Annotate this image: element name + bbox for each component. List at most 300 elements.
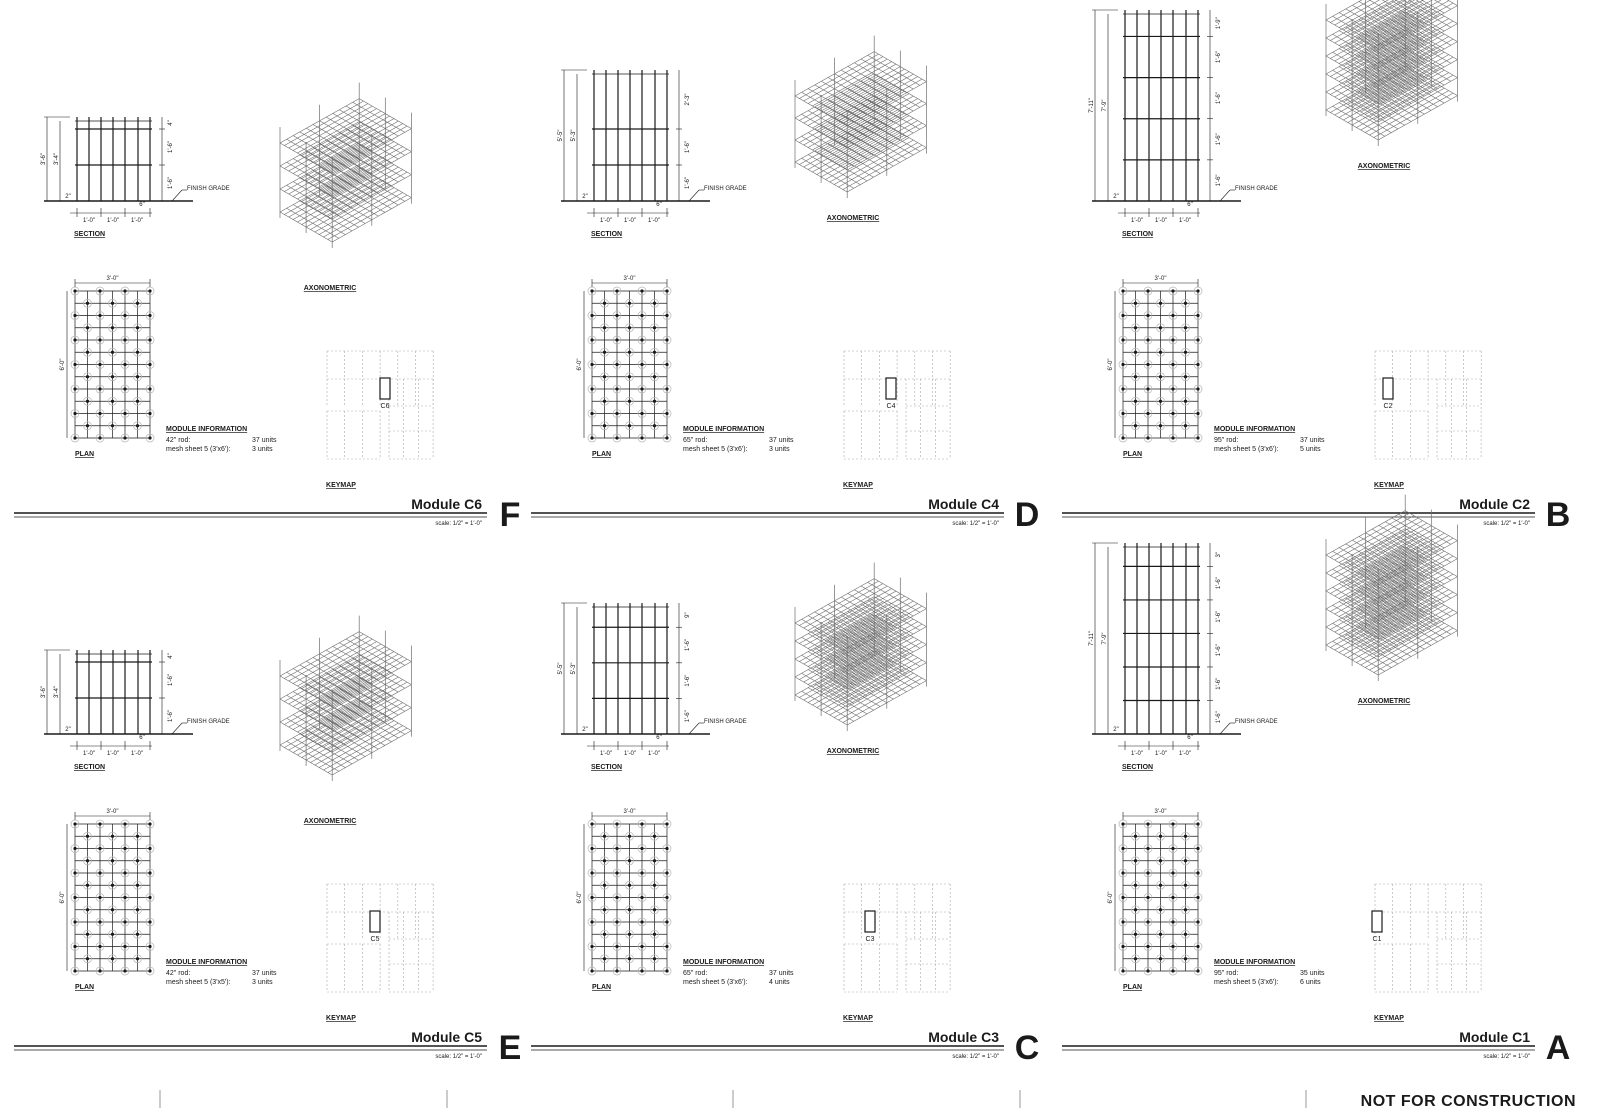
offset-dimension: 2" — [582, 727, 588, 733]
rod-units: 35 units — [1300, 970, 1325, 977]
mesh-wire — [284, 101, 363, 145]
section-label: SECTION — [74, 764, 106, 771]
section-drawing — [41, 117, 230, 238]
scale-note: scale: 1/2" = 1'-0" — [1483, 1054, 1530, 1060]
rod-dot — [665, 436, 668, 439]
plan-width-dimension: 3'-0" — [623, 809, 636, 815]
rod-dot — [1159, 351, 1162, 354]
mesh-units: 3 units — [252, 446, 273, 453]
rod-dot — [1121, 436, 1124, 439]
section-label: SECTION — [591, 231, 623, 238]
bay-dimension: 1'-0" — [83, 751, 95, 757]
segment-dimension: 9" — [685, 612, 691, 618]
rod-dot — [1121, 871, 1124, 874]
rod-dot — [123, 412, 126, 415]
plan-label: PLAN — [592, 984, 612, 991]
rod-dot — [1184, 957, 1187, 960]
overall-height-dimension: 7'-11" — [1089, 631, 1095, 646]
module-information — [166, 426, 277, 453]
segment-dimension: 1'-6" — [1216, 577, 1222, 590]
rod-height-dimension: 5'-3" — [571, 662, 577, 675]
mesh-wire — [284, 634, 363, 678]
rod-dot — [1146, 920, 1149, 923]
plan-drawing — [577, 276, 671, 458]
rod-dot — [590, 945, 593, 948]
rod-dot — [1146, 436, 1149, 439]
finish-grade-label: FINISH GRADE — [1235, 719, 1278, 725]
rod-dot — [628, 884, 631, 887]
rod-dot — [148, 871, 151, 874]
rod-dot — [1196, 969, 1199, 972]
segment-dimension: 1'-6" — [1216, 711, 1222, 724]
rod-height-dimension: 5'-3" — [571, 129, 577, 142]
rod-dot — [1171, 896, 1174, 899]
mesh-spec: mesh sheet 5 (3'x6'): — [683, 979, 748, 986]
segment-dimension: 1'-6" — [685, 141, 691, 153]
module-info-heading: MODULE INFORMATION — [166, 959, 248, 966]
finish-grade-label: FINISH GRADE — [1235, 186, 1278, 192]
bay-dimension: 1'-0" — [1155, 751, 1167, 757]
rod-dot — [653, 302, 656, 305]
finish-grade-label: FINISH GRADE — [704, 186, 747, 192]
rod-spec: 65" rod: — [683, 437, 708, 444]
title-block — [14, 1029, 521, 1067]
rod-dot — [148, 387, 151, 390]
plan-width-dimension: 3'-0" — [1154, 809, 1167, 815]
leader-line — [172, 190, 182, 201]
rod-dot — [148, 436, 151, 439]
module-panel — [531, 563, 1039, 1067]
module-title: Module C3 — [928, 1029, 999, 1045]
rod-dot — [148, 945, 151, 948]
keymap — [843, 351, 950, 489]
rod-dot — [615, 945, 618, 948]
segment-dimension: 4" — [168, 653, 174, 659]
rod-dot — [628, 326, 631, 329]
segment-dimension: 1'-6" — [1216, 133, 1222, 146]
axonometric-label: AXONOMETRIC — [826, 748, 880, 755]
module-information — [683, 426, 794, 453]
rod-dot — [1134, 375, 1137, 378]
rod-dot — [1196, 387, 1199, 390]
segment-dimension: 1'-6" — [1216, 174, 1222, 187]
not-for-construction-note: NOT FOR CONSTRUCTION — [1360, 1093, 1576, 1110]
rod-dot — [1134, 326, 1137, 329]
finish-grade-label: FINISH GRADE — [704, 719, 747, 725]
rod-dot — [1134, 424, 1137, 427]
axonometric-drawing — [795, 36, 926, 222]
rod-dot — [98, 896, 101, 899]
bay-dimension: 1'-0" — [83, 218, 95, 224]
bay-dimension: 1'-0" — [1131, 218, 1143, 224]
rod-dot — [1196, 289, 1199, 292]
rod-dot — [603, 351, 606, 354]
rod-dot — [603, 933, 606, 936]
segment-dimension: 1'-6" — [168, 141, 174, 153]
rod-dot — [1134, 908, 1137, 911]
section-drawing — [558, 603, 747, 771]
overall-height-dimension: 3'-6" — [41, 153, 47, 165]
rod-dot — [73, 289, 76, 292]
rod-dot — [1146, 289, 1149, 292]
rod-dot — [1196, 871, 1199, 874]
rod-dot — [86, 351, 89, 354]
rod-dot — [1171, 363, 1174, 366]
rod-dot — [640, 338, 643, 341]
rod-dot — [1121, 412, 1124, 415]
rod-dot — [1184, 884, 1187, 887]
rod-dot — [628, 400, 631, 403]
finish-grade-label: FINISH GRADE — [187, 719, 230, 725]
rod-dot — [590, 338, 593, 341]
module-letter: B — [1545, 496, 1571, 534]
axonometric-label: AXONOMETRIC — [303, 818, 357, 825]
rod-dot — [615, 387, 618, 390]
plan-depth-dimension: 6'-0" — [60, 358, 66, 371]
rod-dot — [98, 338, 101, 341]
plan-drawing — [60, 809, 154, 991]
rod-dot — [1171, 387, 1174, 390]
rod-dot — [640, 363, 643, 366]
segment-dimension: 1'-6" — [1216, 644, 1222, 657]
segment-dimension: 1'-6" — [685, 674, 691, 687]
plan-depth-dimension: 6'-0" — [60, 891, 66, 904]
section-label: SECTION — [591, 764, 623, 771]
rod-dot — [98, 387, 101, 390]
rod-dot — [665, 945, 668, 948]
rod-dot — [628, 908, 631, 911]
axonometric-label: AXONOMETRIC — [1357, 698, 1411, 705]
rod-dot — [1146, 896, 1149, 899]
module-info-heading: MODULE INFORMATION — [683, 426, 765, 433]
section-drawing — [1089, 543, 1278, 771]
keymap-module-code: C3 — [865, 936, 875, 943]
rod-dot — [1171, 945, 1174, 948]
rod-dot — [148, 363, 151, 366]
segment-dimension: 1'-6" — [168, 710, 174, 722]
title-block — [531, 1029, 1039, 1067]
rod-dot — [123, 314, 126, 317]
rod-units: 37 units — [1300, 437, 1325, 444]
rod-dot — [1196, 822, 1199, 825]
rod-dot — [653, 859, 656, 862]
rod-dot — [615, 412, 618, 415]
rod-dot — [86, 957, 89, 960]
rod-dot — [590, 387, 593, 390]
leader-line — [1220, 190, 1230, 201]
bay-dimension: 1'-0" — [624, 218, 636, 224]
rod-spec: 42" rod: — [166, 437, 191, 444]
segment-dimension: 1'-6" — [685, 639, 691, 652]
bay-dimension: 1'-0" — [1155, 218, 1167, 224]
bay-dimension: 1'-0" — [131, 751, 143, 757]
rod-dot — [653, 326, 656, 329]
module-information — [1214, 959, 1325, 986]
rod-dot — [1121, 920, 1124, 923]
rod-dot — [86, 835, 89, 838]
rod-dot — [615, 847, 618, 850]
rod-dot — [1171, 822, 1174, 825]
rod-dot — [1184, 302, 1187, 305]
rod-dot — [603, 908, 606, 911]
rod-dot — [111, 835, 114, 838]
segment-dimension: 1'-6" — [1216, 677, 1222, 690]
rod-dot — [1196, 945, 1199, 948]
rod-dot — [136, 884, 139, 887]
module-title: Module C2 — [1459, 496, 1530, 512]
offset-dimension: 6" — [139, 202, 145, 208]
mesh-units: 3 units — [252, 979, 273, 986]
module-panel — [531, 36, 1039, 534]
rod-dot — [640, 871, 643, 874]
rod-dot — [1159, 908, 1162, 911]
keymap-module-code: C2 — [1383, 403, 1393, 410]
rod-dot — [615, 314, 618, 317]
scale-note: scale: 1/2" = 1'-0" — [435, 521, 482, 527]
rod-dot — [1184, 400, 1187, 403]
rod-dot — [111, 351, 114, 354]
rod-dot — [590, 822, 593, 825]
rod-dot — [628, 957, 631, 960]
rod-dot — [628, 424, 631, 427]
scale-note: scale: 1/2" = 1'-0" — [435, 1054, 482, 1060]
axonometric-drawing — [280, 616, 411, 825]
module-information — [1214, 426, 1325, 453]
rod-dot — [615, 338, 618, 341]
plan-drawing — [577, 809, 671, 991]
axonometric-label: AXONOMETRIC — [826, 215, 880, 222]
plan-drawing — [1108, 276, 1202, 458]
rod-dot — [640, 412, 643, 415]
bay-dimension: 1'-0" — [1179, 218, 1191, 224]
rod-dot — [1184, 326, 1187, 329]
rod-dot — [1196, 847, 1199, 850]
rod-dot — [136, 859, 139, 862]
rod-dot — [136, 424, 139, 427]
rod-dot — [615, 289, 618, 292]
rod-dot — [1184, 835, 1187, 838]
rod-dot — [111, 957, 114, 960]
overall-height-dimension: 3'-6" — [41, 686, 47, 698]
segment-dimension: 1'-6" — [685, 710, 691, 723]
rod-dot — [73, 896, 76, 899]
mesh-units: 6 units — [1300, 979, 1321, 986]
rod-units: 37 units — [769, 437, 794, 444]
rod-dot — [136, 957, 139, 960]
rod-dot — [615, 969, 618, 972]
rod-units: 37 units — [252, 970, 277, 977]
rod-dot — [628, 375, 631, 378]
rod-dot — [1171, 412, 1174, 415]
rod-dot — [665, 896, 668, 899]
rod-dot — [73, 969, 76, 972]
bay-dimension: 1'-0" — [1131, 751, 1143, 757]
plan-width-dimension: 3'-0" — [106, 276, 119, 282]
rod-dot — [123, 822, 126, 825]
segment-dimension: 1'-6" — [1216, 51, 1222, 63]
rod-dot — [1121, 314, 1124, 317]
overall-height-dimension: 5'-5" — [558, 662, 564, 675]
module-title: Module C4 — [928, 496, 999, 512]
segment-dimension: 1'-9" — [1216, 17, 1222, 30]
module-information — [166, 959, 277, 986]
module-panel — [1062, 495, 1570, 1067]
axonometric-drawing — [1326, 495, 1457, 705]
rod-dot — [615, 822, 618, 825]
rod-dot — [590, 363, 593, 366]
rod-dot — [73, 436, 76, 439]
rod-dot — [1196, 363, 1199, 366]
rod-dot — [123, 436, 126, 439]
rod-dot — [98, 969, 101, 972]
rod-dot — [98, 871, 101, 874]
title-block — [1062, 1029, 1570, 1067]
rod-height-dimension: 7'-9" — [1102, 632, 1108, 645]
keymap-module-code: C1 — [1372, 936, 1382, 943]
keymap-module-code: C4 — [886, 403, 896, 410]
rod-dot — [1171, 289, 1174, 292]
rod-dot — [1121, 387, 1124, 390]
axonometric-label: AXONOMETRIC — [303, 285, 357, 292]
rod-dot — [1121, 363, 1124, 366]
rod-dot — [148, 314, 151, 317]
leader-line — [689, 723, 699, 734]
rod-dot — [665, 969, 668, 972]
segment-dimension: 1'-6" — [1216, 92, 1222, 105]
mesh-wire — [328, 728, 407, 772]
rod-dot — [615, 436, 618, 439]
bay-dimension: 1'-0" — [131, 218, 143, 224]
rod-dot — [98, 822, 101, 825]
rod-dot — [603, 835, 606, 838]
rod-dot — [590, 289, 593, 292]
bay-dimension: 1'-0" — [648, 751, 660, 757]
module-information — [683, 959, 794, 986]
rod-dot — [73, 387, 76, 390]
rod-dot — [148, 338, 151, 341]
keymap — [326, 884, 433, 1022]
section-drawing — [1089, 10, 1278, 238]
keymap-label: KEYMAP — [843, 1015, 873, 1022]
rod-dot — [665, 847, 668, 850]
rod-dot — [86, 884, 89, 887]
rod-dot — [148, 847, 151, 850]
rod-dot — [590, 920, 593, 923]
rod-dot — [1146, 338, 1149, 341]
rod-dot — [1121, 847, 1124, 850]
rod-dot — [86, 424, 89, 427]
rod-dot — [1159, 375, 1162, 378]
axonometric-drawing — [795, 563, 926, 755]
rod-dot — [603, 400, 606, 403]
finish-grade-label: FINISH GRADE — [187, 186, 230, 192]
rod-dot — [665, 822, 668, 825]
rod-dot — [640, 314, 643, 317]
offset-dimension: 2" — [1113, 727, 1119, 733]
rod-dot — [148, 412, 151, 415]
rod-dot — [603, 859, 606, 862]
module-letter: E — [498, 1029, 522, 1067]
bay-dimension: 1'-0" — [624, 751, 636, 757]
rod-dot — [665, 387, 668, 390]
rod-dot — [73, 847, 76, 850]
rod-dot — [73, 314, 76, 317]
rod-dot — [73, 871, 76, 874]
rod-dot — [590, 871, 593, 874]
rod-dot — [86, 400, 89, 403]
section-drawing — [41, 650, 230, 771]
rod-dot — [148, 920, 151, 923]
rod-dot — [615, 920, 618, 923]
rod-dot — [653, 884, 656, 887]
rod-dot — [1184, 375, 1187, 378]
keymap-label: KEYMAP — [1374, 482, 1404, 489]
module-title: Module C5 — [411, 1029, 482, 1045]
plan-label: PLAN — [1123, 984, 1143, 991]
rod-dot — [1159, 326, 1162, 329]
rod-dot — [640, 822, 643, 825]
rod-dot — [628, 302, 631, 305]
rod-dot — [590, 314, 593, 317]
plan-label: PLAN — [1123, 451, 1143, 458]
bay-dimension: 1'-0" — [107, 751, 119, 757]
rod-dot — [1134, 859, 1137, 862]
leader-line — [1220, 723, 1230, 734]
offset-dimension: 2" — [1113, 194, 1119, 200]
rod-dot — [1134, 835, 1137, 838]
rod-dot — [73, 945, 76, 948]
rod-dot — [640, 945, 643, 948]
module-panel — [14, 616, 521, 1067]
rod-dot — [86, 908, 89, 911]
rod-dot — [1171, 338, 1174, 341]
rod-dot — [603, 326, 606, 329]
rod-dot — [1146, 387, 1149, 390]
rod-dot — [98, 436, 101, 439]
rod-dot — [148, 969, 151, 972]
rod-dot — [590, 847, 593, 850]
keymap-highlight — [865, 911, 875, 932]
segment-dimension: 4" — [168, 120, 174, 126]
rod-dot — [590, 436, 593, 439]
keymap-module-code: C5 — [370, 936, 380, 943]
rod-units: 37 units — [769, 970, 794, 977]
rod-dot — [1159, 835, 1162, 838]
rod-dot — [1134, 933, 1137, 936]
plan-depth-dimension: 6'-0" — [577, 891, 583, 904]
rod-units: 37 units — [252, 437, 277, 444]
rod-dot — [1134, 351, 1137, 354]
rod-dot — [1121, 896, 1124, 899]
rod-dot — [136, 908, 139, 911]
keymap-label: KEYMAP — [843, 482, 873, 489]
rod-dot — [653, 424, 656, 427]
rod-spec: 95" rod: — [1214, 437, 1239, 444]
rod-dot — [1171, 436, 1174, 439]
rod-dot — [1146, 969, 1149, 972]
rod-dot — [1196, 436, 1199, 439]
keymap-label: KEYMAP — [326, 482, 356, 489]
keymap-highlight — [1383, 378, 1393, 399]
rod-dot — [98, 945, 101, 948]
rod-dot — [1184, 933, 1187, 936]
rod-dot — [1159, 957, 1162, 960]
rod-dot — [136, 375, 139, 378]
rod-dot — [98, 847, 101, 850]
rod-dot — [136, 351, 139, 354]
plan-depth-dimension: 6'-0" — [1108, 358, 1114, 371]
module-letter: D — [1014, 496, 1040, 534]
